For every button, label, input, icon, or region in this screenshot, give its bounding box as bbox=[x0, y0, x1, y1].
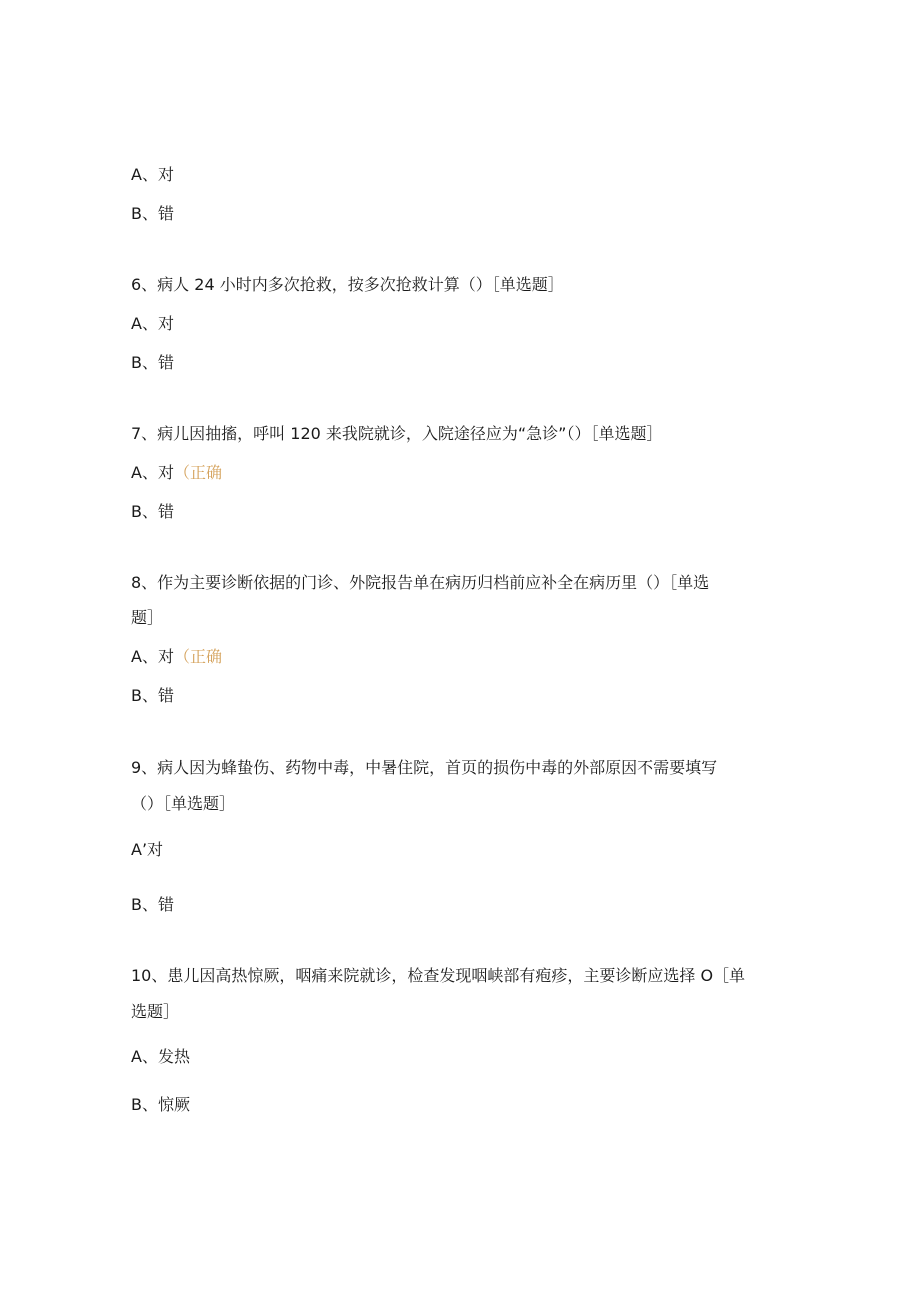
question-10-line-1: 10、患儿因高热惊厥，咽痛来院就诊，检查发现咽峡部有疱疹，主要诊断应选择 O［单 bbox=[131, 966, 746, 985]
prev-question-option-b: B、错 bbox=[131, 204, 174, 223]
question-10-option-b: B、惊厥 bbox=[131, 1095, 190, 1114]
answer-mark: （正确 bbox=[173, 647, 222, 666]
question-9-option-b: B、错 bbox=[131, 895, 174, 914]
option-a-label: A、对 bbox=[131, 647, 174, 666]
prev-question-option-a: A、对 bbox=[131, 165, 174, 184]
question-6-option-a: A、对 bbox=[131, 314, 174, 333]
question-9-line-2: （）［单选题］ bbox=[131, 794, 236, 813]
question-7: 7、病儿因抽搐，呼叫 120 来我院就诊，入院途径应为“急诊”（）［单选题］ bbox=[131, 424, 663, 443]
question-8-line-1: 8、作为主要诊断依据的门诊、外院报告单在病历归档前应补全在病历里（）［单选 bbox=[131, 573, 710, 592]
question-6: 6、病人 24 小时内多次抢救，按多次抢救计算（）［单选题］ bbox=[131, 275, 564, 294]
question-8-option-b: B、错 bbox=[131, 686, 174, 705]
question-8-line-2: 题］ bbox=[131, 608, 164, 627]
question-6-option-b: B、错 bbox=[131, 353, 174, 372]
answer-mark: （正确 bbox=[173, 463, 222, 482]
question-10-option-a: A、发热 bbox=[131, 1047, 190, 1066]
question-9-line-1: 9、病人因为蜂蛰伤、药物中毒，中暑住院，首页的损伤中毒的外部原因不需要填写 bbox=[131, 758, 718, 777]
question-9-option-a: A’对 bbox=[131, 840, 164, 859]
question-10-line-2: 选题］ bbox=[131, 1002, 180, 1021]
question-7-option-a bbox=[131, 463, 222, 483]
question-8-option-a bbox=[131, 647, 222, 667]
question-7-option-b: B、错 bbox=[131, 502, 174, 521]
option-a-label: A、对 bbox=[131, 463, 174, 482]
